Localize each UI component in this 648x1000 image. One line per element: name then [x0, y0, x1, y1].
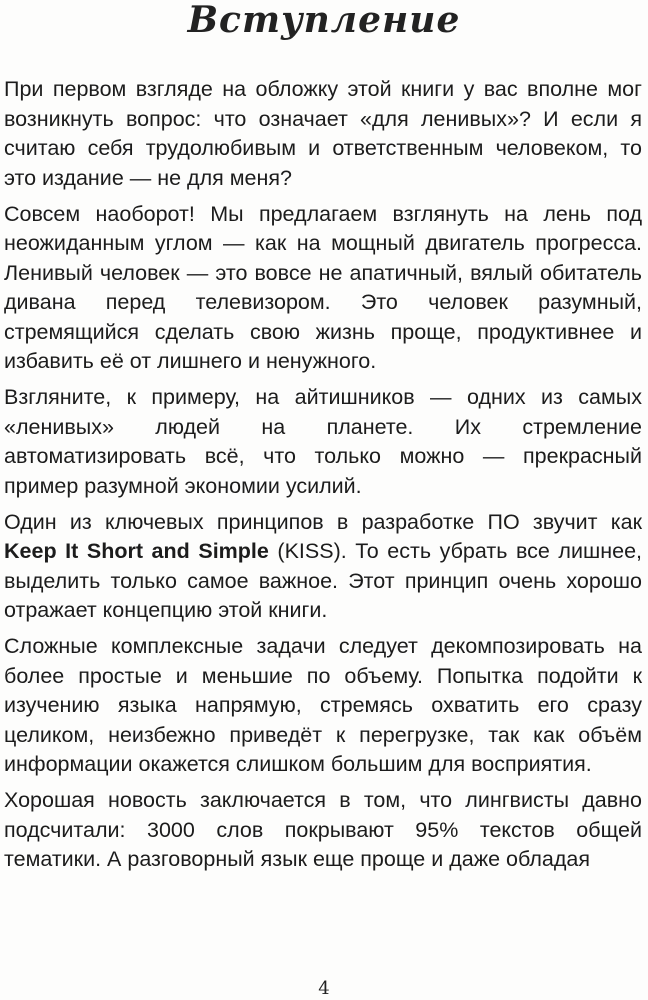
paragraph-4 — [4, 508, 642, 626]
paragraph-3: Взгляните, к примеру, на айтишников — одних из самых «ленивых» людей на планете. Их стремление автоматизировать всё, что только можно — прекрасный пример разумной экономии усилий. — [4, 385, 642, 498]
paragraph-6: Хорошая новость заключается в том, что лингвисты давно подсчитали: 3000 слов покрывают 95% текстов общей тематики. А разговорный язык еще проще и даже обладая — [4, 788, 642, 871]
chapter-body — [4, 75, 642, 881]
paragraph-1: При первом взгляде на обложку этой книги у вас вполне мог возникнуть вопрос: что означает «для ленивых»? И если я считаю себя трудолюбивым и ответственным человеком, то это издание — не для меня? — [4, 77, 642, 190]
paragraph-4-rest: (KISS). То есть убрать все лишнее, выделить только самое важное. Этот принцип очень хорошо отражает концепцию этой книги. — [4, 539, 643, 622]
paragraph-4-lead: Один из ключевых принципов в разработке ПО звучит как — [4, 509, 642, 534]
paragraph-5: Сложные комплексные задачи следует декомпозировать на более простые и меньшие по объему. Попытка подойти к изучению языка напрямую, стремясь охватить его сразу целиком, неизбежно приведёт к перегрузке, так как объём информации окажется слишком большим для восприятия. — [4, 634, 642, 776]
paragraph-2: Совсем наоборот! Мы предлагаем взглянуть на лень под неожиданным углом — как на мощный двигатель прогресса. Ленивый человек — это вовсе не апатичный, вялый обитатель дивана перед телевизором. Это человек разумный, стремящийся сделать свою жизнь проще, продуктивнее и избавить её от лишнего и ненужного. — [4, 201, 642, 373]
page-number: 4 — [318, 978, 330, 999]
kiss-principle-term: Keep It Short and Simple — [4, 539, 269, 563]
chapter-title: Вступление — [187, 0, 461, 41]
